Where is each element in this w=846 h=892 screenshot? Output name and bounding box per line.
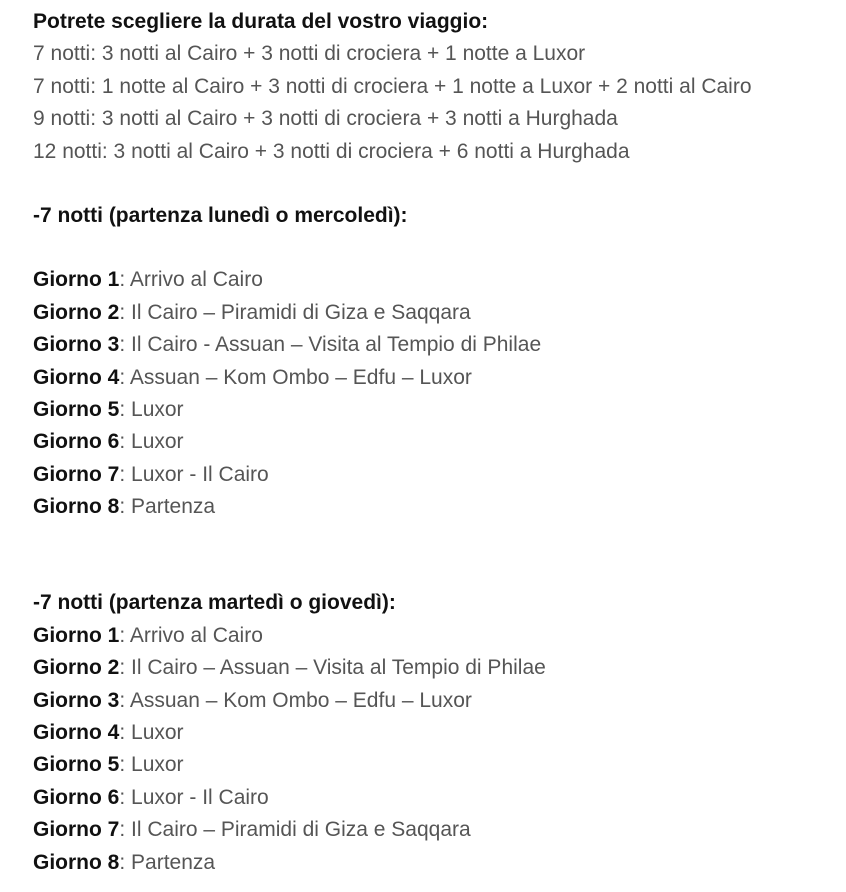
itinerary-b-day (33, 749, 846, 781)
day-separator: : (119, 462, 132, 486)
day-text: Luxor (131, 430, 184, 454)
itinerary-b-day (33, 717, 846, 749)
day-separator: : (119, 397, 132, 421)
day-separator: : (119, 365, 130, 389)
spacer (33, 232, 846, 264)
day-separator: : (119, 333, 132, 357)
day-label: Giorno 3 (33, 688, 120, 712)
itinerary-b-day (33, 782, 846, 814)
day-label: Giorno 5 (33, 753, 120, 777)
itinerary-b-day (33, 652, 846, 684)
day-text: Luxor (131, 397, 184, 421)
day-label: Giorno 1 (33, 268, 120, 292)
itinerary-b-day (33, 620, 846, 652)
day-text: Assuan – Kom Ombo – Edfu – Luxor (129, 365, 472, 389)
duration-option: 9 notti: 3 notti al Cairo + 3 notti di crociera + 3 notti a Hurghada (33, 107, 618, 131)
day-separator: : (119, 623, 130, 647)
duration-option: 7 notti: 3 notti al Cairo + 3 notti di crociera + 1 notte a Luxor (33, 42, 586, 66)
day-label: Giorno 1 (33, 623, 120, 647)
itinerary-a-day (33, 362, 846, 394)
day-separator: : (119, 430, 132, 454)
itinerary-a-day (33, 426, 846, 458)
duration-heading: Potrete scegliere la durata del vostro viaggio: (33, 10, 489, 33)
spacer (33, 523, 846, 587)
itinerary-a-day (33, 297, 846, 329)
itinerary-b-heading: -7 notti (partenza martedì o giovedì): (33, 591, 396, 615)
itinerary-a-day (33, 264, 846, 296)
duration-option: 7 notti: 1 notte al Cairo + 3 notti di crociera + 1 notte a Luxor + 2 notti al Cairo (33, 74, 752, 98)
day-separator: : (119, 850, 132, 874)
day-separator: : (119, 656, 132, 680)
day-label: Giorno 8 (33, 850, 120, 874)
day-separator: : (119, 300, 132, 324)
day-text: Luxor - Il Cairo (131, 785, 269, 809)
duration-option: 12 notti: 3 notti al Cairo + 3 notti di crociera + 6 notti a Hurghada (33, 139, 630, 163)
day-separator: : (119, 268, 130, 292)
day-text: Luxor (131, 721, 184, 745)
itinerary-a-heading: -7 notti (partenza lunedì o mercoledì): (33, 203, 408, 227)
day-label: Giorno 3 (33, 333, 120, 357)
day-text: Luxor - Il Cairo (131, 462, 269, 486)
itinerary-a-day (33, 491, 846, 523)
day-label: Giorno 2 (33, 300, 120, 324)
itinerary-a-day (33, 459, 846, 491)
day-label: Giorno 7 (33, 462, 120, 486)
day-separator: : (119, 495, 132, 519)
itinerary-a-day (33, 394, 846, 426)
day-text: Luxor (131, 753, 184, 777)
itinerary-b-day (33, 685, 846, 717)
day-text: Il Cairo - Assuan – Visita al Tempio di Philae (131, 333, 542, 357)
day-separator: : (119, 688, 130, 712)
day-label: Giorno 6 (33, 785, 120, 809)
day-separator: : (119, 753, 132, 777)
day-label: Giorno 4 (33, 365, 120, 389)
day-text: Partenza (131, 850, 216, 874)
day-text: Il Cairo – Piramidi di Giza e Saqqara (131, 818, 471, 842)
day-text: Arrivo al Cairo (129, 623, 263, 647)
day-separator: : (119, 785, 132, 809)
day-text: Il Cairo – Piramidi di Giza e Saqqara (131, 300, 471, 324)
day-label: Giorno 6 (33, 430, 120, 454)
day-label: Giorno 2 (33, 656, 120, 680)
day-label: Giorno 7 (33, 818, 120, 842)
day-separator: : (119, 721, 132, 745)
day-text: Arrivo al Cairo (129, 268, 263, 292)
itinerary-b-day (33, 847, 846, 879)
day-separator: : (119, 818, 132, 842)
day-label: Giorno 5 (33, 397, 120, 421)
day-label: Giorno 4 (33, 721, 120, 745)
itinerary-b-day (33, 814, 846, 846)
spacer (33, 168, 846, 200)
day-text: Assuan – Kom Ombo – Edfu – Luxor (129, 688, 472, 712)
itinerary-a-day (33, 329, 846, 361)
day-text: Il Cairo – Assuan – Visita al Tempio di Philae (131, 656, 546, 680)
day-label: Giorno 8 (33, 495, 120, 519)
day-text: Partenza (131, 495, 216, 519)
